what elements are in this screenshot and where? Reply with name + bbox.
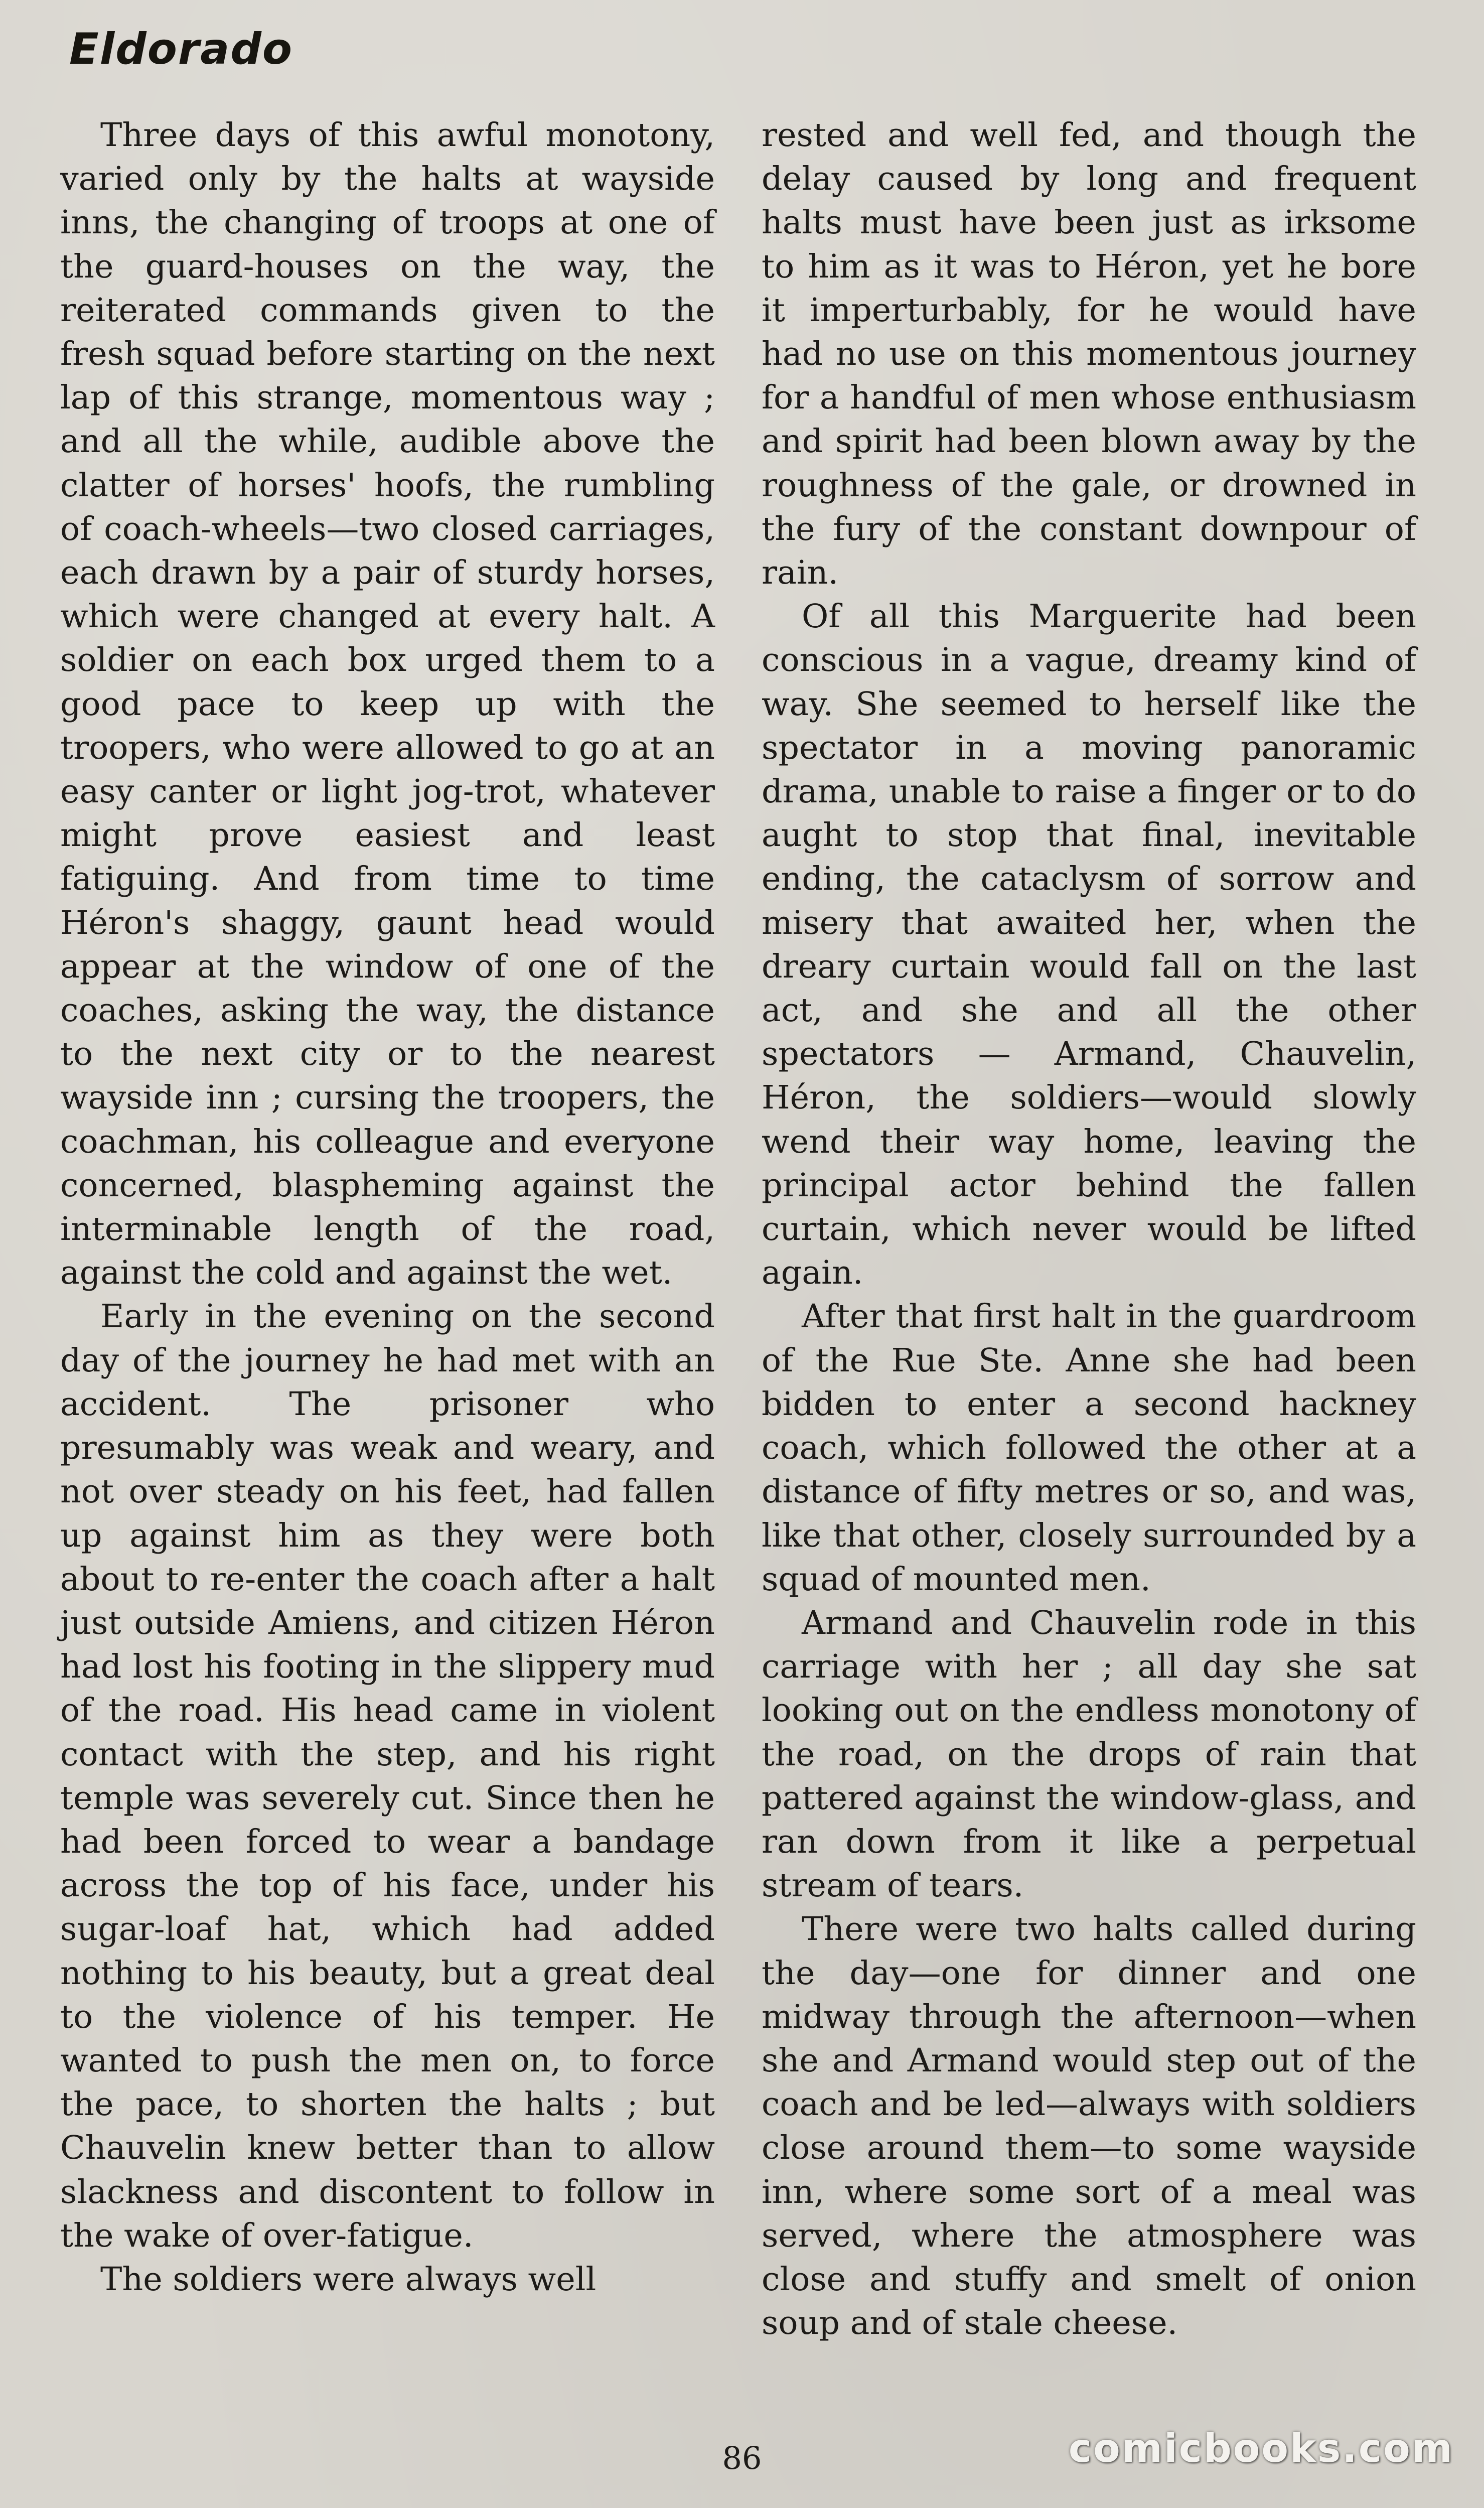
left-column [60, 113, 715, 2301]
watermark: comicbooks.com [1068, 2426, 1454, 2471]
paragraph: There were two halts called during the day—one for dinner and one midway through the afternoon—when she and Armand would step out of the coach and be led—always with soldiers close around them—to some wayside inn, where some sort of a meal was served, where the atmosphere was close and stuffy and smelt of onion soup and of stale cheese. [762, 1910, 1416, 2342]
paragraph: The soldiers were always well [100, 2260, 597, 2298]
right-column [762, 113, 1416, 2345]
page-number: 86 [722, 2440, 762, 2476]
paragraph: rested and well fed, and though the delay caused by long and frequent halts must have been just as irksome to him as it was to Héron, yet he bore it imperturbably, for he would have had no use on this momentous journey for a handful of men whose enthusiasm and spirit had been blown away by the roughness of the gale, or drowned in the fury of the constant downpour of rain. [762, 116, 1416, 592]
paragraph: After that first halt in the guardroom of the Rue Ste. Anne she had been bidden to enter a second hackney coach, which followed the other at a distance of fifty metres or so, and was, like that other, closely surrounded by a squad of mounted men. [762, 1298, 1416, 1598]
paragraph: Of all this Marguerite had been conscious in a vague, dreamy kind of way. She seemed to herself like the spectator in a moving panoramic drama, unable to raise a finger or to do aught to stop that final, inevitable ending, the cataclysm of sorrow and misery that awaited her, when the dreary curtain would fall on the last act, and she and all the other spectators — Armand, Chauvelin, Héron, the soldiers—would slowly wend their way home, leaving the principal actor behind the fallen curtain, which never would be lifted again. [762, 598, 1416, 1292]
paragraph: Early in the evening on the second day of the journey he had met with an accident. The prisoner who presumably was weak and weary, and not over steady on his feet, had fallen up against him as they were both about to re-enter the coach after a halt just outside Amiens, and citizen Héron had lost his footing in the slippery mud of the road. His head came in violent contact with the step, and his right temple was severely cut. Since then he had been forced to wear a bandage across the top of his face, under his sugar-loaf hat, which had added nothing to his beauty, but a great deal to the violence of his temper. He wanted to push the men on, to force the pace, to shorten the halts ; but Chauvelin knew better than to allow slackness and discontent to follow in the wake of over-fatigue. [60, 1298, 715, 2255]
story-title: Eldorado [69, 24, 293, 74]
paragraph: Armand and Chauvelin rode in this carriage with her ; all day she sat looking out on the endless monotony of the road, on the drops of rain that pattered against the window-glass, and ran down from it like a perpetual stream of tears. [762, 1604, 1416, 1905]
paragraph: Three days of this awful monotony, varied only by the halts at wayside inns, the changing of troops at one of the guard-houses on the way, the reiterated commands given to the fresh squad before starting on the next lap of this strange, momentous way ; and all the while, audible above the clatter of horses' hoofs, the rumbling of coach-wheels—two closed carriages, each drawn by a pair of sturdy horses, which were changed at every halt. A soldier on each box urged them to a good pace to keep up with the troopers, who were allowed to go at an easy canter or light jog-trot, whatever might prove easiest and least fatiguing. And from time to time Héron's shaggy, gaunt head would appear at the window of one of the coaches, asking the way, the distance to the next city or to the nearest wayside inn ; cursing the troopers, the coachman, his colleague and everyone concerned, blaspheming against the interminable length of the road, against the cold and against the wet. [60, 116, 715, 1292]
